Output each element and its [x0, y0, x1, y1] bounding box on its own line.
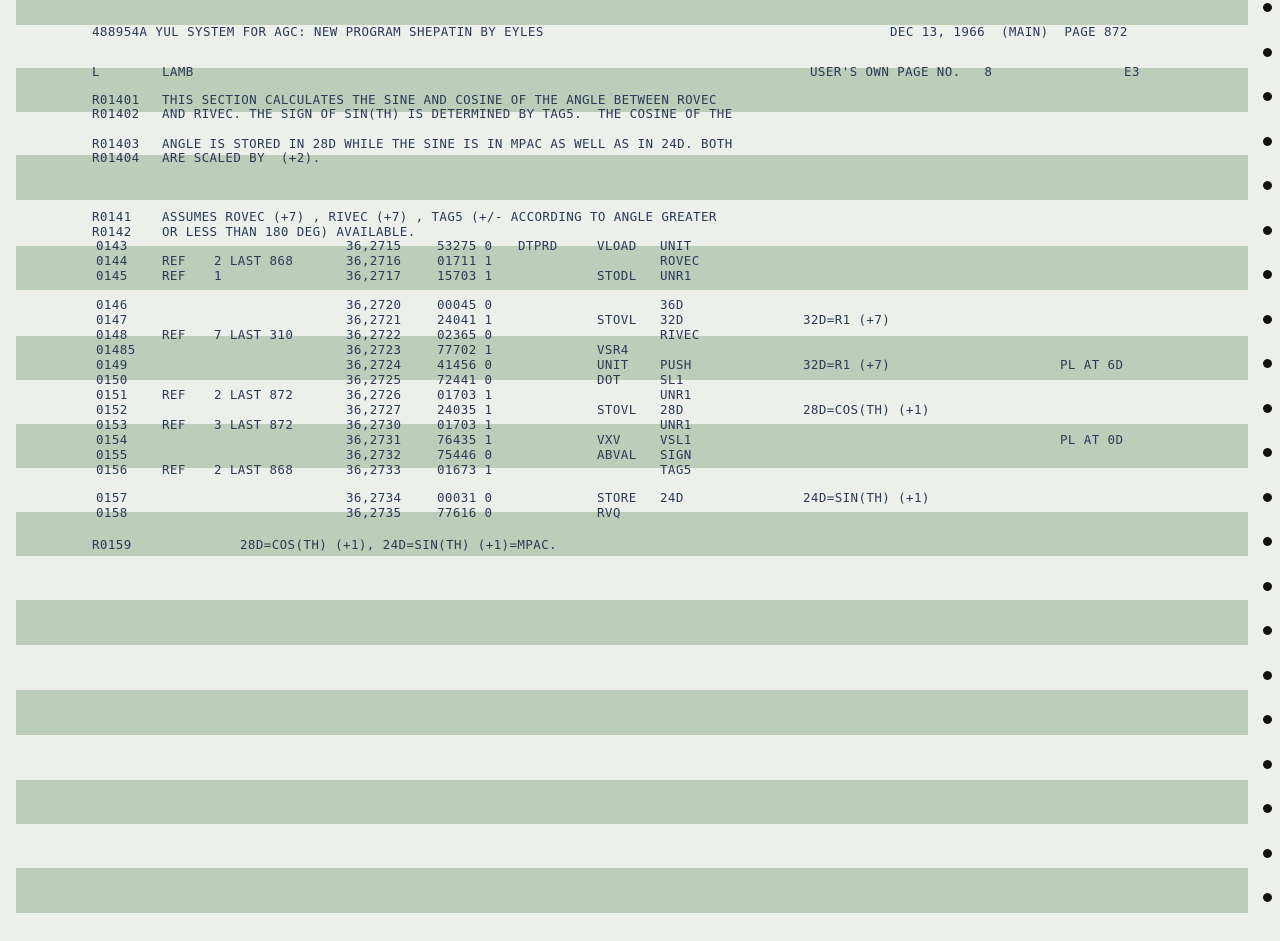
memory-address: 36,2720	[346, 297, 402, 312]
line-number: 0155	[96, 447, 128, 462]
operand: UNR1	[660, 387, 692, 402]
ref-info: 7 LAST 310	[214, 327, 294, 342]
comment-line-label: R01401	[92, 92, 140, 107]
ref-info: 3 LAST 872	[214, 417, 294, 432]
comment-line-label: R01403	[92, 136, 140, 151]
feed-hole	[1263, 582, 1272, 591]
operand: SL1	[660, 372, 684, 387]
paper-band	[16, 512, 1248, 556]
operand: UNR1	[660, 268, 692, 283]
feed-hole	[1263, 760, 1272, 769]
octal-word: 01711 1	[437, 253, 493, 268]
feed-hole	[1263, 404, 1272, 413]
line-number: 0143	[96, 238, 128, 253]
feed-hole	[1263, 226, 1272, 235]
feed-hole	[1263, 92, 1272, 101]
feed-hole	[1263, 315, 1272, 324]
line-comment: 28D=COS(TH) (+1)	[803, 402, 930, 417]
comment-line-text: ANGLE IS STORED IN 28D WHILE THE SINE IS IN MPAC AS WELL AS IN 24D. BOTH	[162, 136, 733, 151]
operand: TAG5	[660, 462, 692, 477]
comment-line-text: THIS SECTION CALCULATES THE SINE AND COSINE OF THE ANGLE BETWEEN ROVEC	[162, 92, 717, 107]
ref-info: 2 LAST 868	[214, 462, 294, 477]
line-number: 0157	[96, 490, 128, 505]
octal-word: 02365 0	[437, 327, 493, 342]
operand: PUSH	[660, 357, 692, 372]
feed-hole	[1263, 671, 1272, 680]
memory-address: 36,2733	[346, 462, 402, 477]
tractor-feed-holes	[1250, 0, 1280, 941]
operand: SIGN	[660, 447, 692, 462]
line-number: 0146	[96, 297, 128, 312]
feed-hole	[1263, 493, 1272, 502]
op-code: STOVL	[597, 402, 637, 417]
final-line-label: R0159	[92, 537, 132, 552]
memory-address: 36,2735	[346, 505, 402, 520]
op-code: UNIT	[597, 357, 629, 372]
feed-hole	[1263, 804, 1272, 813]
header-date-page: DEC 13, 1966 (MAIN) PAGE 872	[890, 24, 1128, 39]
paper-band	[16, 600, 1248, 645]
subheader-right-code: E3	[1124, 64, 1140, 79]
memory-address: 36,2725	[346, 372, 402, 387]
feed-hole	[1263, 626, 1272, 635]
line-comment: 32D=R1 (+7)	[803, 312, 891, 327]
octal-word: 24035 1	[437, 402, 493, 417]
paper-band	[16, 868, 1248, 913]
subheader-code: L	[92, 64, 100, 79]
memory-address: 36,2717	[346, 268, 402, 283]
comment-line-label: R01404	[92, 150, 140, 165]
operand: ROVEC	[660, 253, 700, 268]
assumes-line-text: OR LESS THAN 180 DEG) AVAILABLE.	[162, 224, 416, 239]
octal-word: 24041 1	[437, 312, 493, 327]
octal-word: 00045 0	[437, 297, 493, 312]
op-code: STORE	[597, 490, 637, 505]
header-title: 488954A YUL SYSTEM FOR AGC: NEW PROGRAM SHEPATIN BY EYLES	[92, 24, 544, 39]
feed-hole	[1263, 137, 1272, 146]
memory-address: 36,2732	[346, 447, 402, 462]
ref-keyword: REF	[162, 253, 186, 268]
octal-word: 00031 0	[437, 490, 493, 505]
op-code: STOVL	[597, 312, 637, 327]
line-number: 0144	[96, 253, 128, 268]
operand: 28D	[660, 402, 684, 417]
operand: UNR1	[660, 417, 692, 432]
ref-info: 1	[214, 268, 222, 283]
comment-line-label: R01402	[92, 106, 140, 121]
feed-hole	[1263, 359, 1272, 368]
ref-keyword: REF	[162, 387, 186, 402]
octal-word: 72441 0	[437, 372, 493, 387]
octal-word: 01673 1	[437, 462, 493, 477]
memory-address: 36,2727	[346, 402, 402, 417]
feed-hole	[1263, 849, 1272, 858]
feed-hole	[1263, 448, 1272, 457]
paper-band	[16, 780, 1248, 824]
line-number: 0151	[96, 387, 128, 402]
op-code: RVQ	[597, 505, 621, 520]
operand: RIVEC	[660, 327, 700, 342]
feed-hole	[1263, 537, 1272, 546]
operand: UNIT	[660, 238, 692, 253]
feed-hole	[1263, 893, 1272, 902]
assumes-line-text: ASSUMES ROVEC (+7) , RIVEC (+7) , TAG5 (+/- ACCORDING TO ANGLE GREATER	[162, 209, 717, 224]
comment-line-text: ARE SCALED BY (+2).	[162, 150, 321, 165]
octal-word: 77616 0	[437, 505, 493, 520]
ref-keyword: REF	[162, 462, 186, 477]
memory-address: 36,2715	[346, 238, 402, 253]
octal-word: 77702 1	[437, 342, 493, 357]
operand: VSL1	[660, 432, 692, 447]
memory-address: 36,2724	[346, 357, 402, 372]
memory-address: 36,2730	[346, 417, 402, 432]
op-code: ABVAL	[597, 447, 637, 462]
operand: 36D	[660, 297, 684, 312]
op-code: VLOAD	[597, 238, 637, 253]
feed-hole	[1263, 270, 1272, 279]
line-number: 0156	[96, 462, 128, 477]
line-number: 0148	[96, 327, 128, 342]
ref-info: 2 LAST 872	[214, 387, 294, 402]
paper-band	[16, 690, 1248, 735]
feed-hole	[1263, 181, 1272, 190]
memory-address: 36,2716	[346, 253, 402, 268]
ref-keyword: REF	[162, 327, 186, 342]
octal-word: 15703 1	[437, 268, 493, 283]
memory-address: 36,2723	[346, 342, 402, 357]
line-number: 0158	[96, 505, 128, 520]
octal-word: 75446 0	[437, 447, 493, 462]
line-number: 0152	[96, 402, 128, 417]
line-number: 0147	[96, 312, 128, 327]
op-code: VXV	[597, 432, 621, 447]
feed-hole	[1263, 3, 1272, 12]
octal-word: 76435 1	[437, 432, 493, 447]
octal-word: 41456 0	[437, 357, 493, 372]
ref-info: 2 LAST 868	[214, 253, 294, 268]
line-number: 01485	[96, 342, 136, 357]
octal-word: 01703 1	[437, 387, 493, 402]
feed-hole	[1263, 715, 1272, 724]
op-code: DOT	[597, 372, 621, 387]
line-note: PL AT 6D	[1060, 357, 1124, 372]
op-code: STODL	[597, 268, 637, 283]
operand: 24D	[660, 490, 684, 505]
octal-word: 53275 0	[437, 238, 493, 253]
ref-keyword: REF	[162, 417, 186, 432]
users-page-number: USER'S OWN PAGE NO. 8	[810, 64, 993, 79]
line-comment: 32D=R1 (+7)	[803, 357, 891, 372]
octal-word: 01703 1	[437, 417, 493, 432]
line-number: 0150	[96, 372, 128, 387]
memory-address: 36,2721	[346, 312, 402, 327]
final-line-text: 28D=COS(TH) (+1), 24D=SIN(TH) (+1)=MPAC.	[240, 537, 558, 552]
assumes-line-label: R0142	[92, 224, 132, 239]
line-number: 0149	[96, 357, 128, 372]
operand: 32D	[660, 312, 684, 327]
memory-address: 36,2726	[346, 387, 402, 402]
memory-address: 36,2734	[346, 490, 402, 505]
comment-line-text: AND RIVEC. THE SIGN OF SIN(TH) IS DETERMINED BY TAG5. THE COSINE OF THE	[162, 106, 733, 121]
line-number: 0145	[96, 268, 128, 283]
ref-keyword: REF	[162, 268, 186, 283]
assumes-line-label: R0141	[92, 209, 132, 224]
line-comment: 24D=SIN(TH) (+1)	[803, 490, 930, 505]
line-number: 0154	[96, 432, 128, 447]
subheader-name: LAMB	[162, 64, 194, 79]
feed-hole	[1263, 48, 1272, 57]
paper-band	[16, 0, 1248, 25]
memory-address: 36,2722	[346, 327, 402, 342]
memory-address: 36,2731	[346, 432, 402, 447]
op-code: VSR4	[597, 342, 629, 357]
line-number: 0153	[96, 417, 128, 432]
code-label: DTPRD	[518, 238, 558, 253]
line-note: PL AT 0D	[1060, 432, 1124, 447]
